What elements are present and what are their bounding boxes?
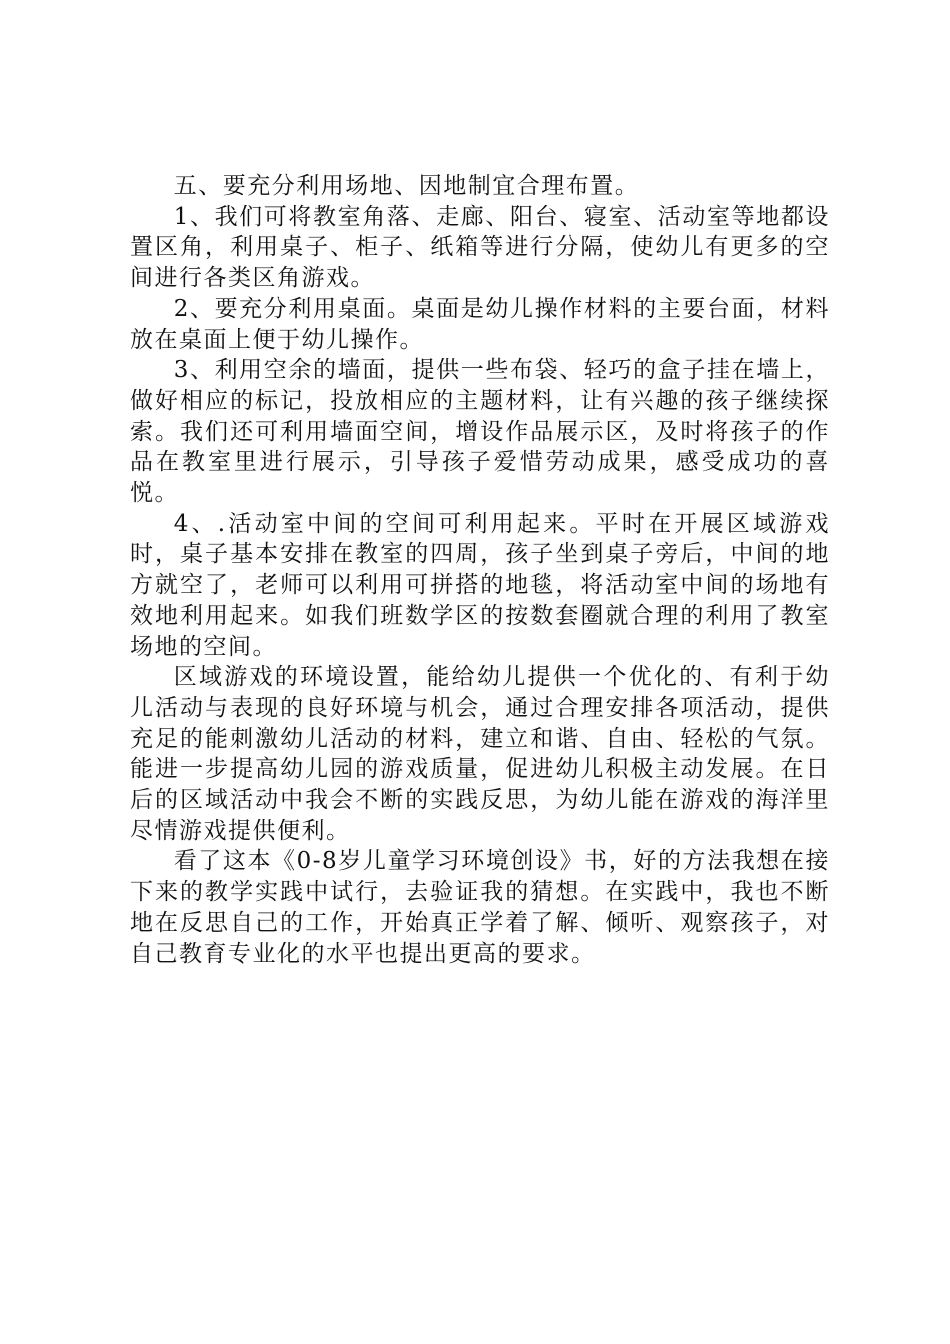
paragraph-reflection: 看了这本《0-8岁儿童学习环境创设》书，好的方法我想在接下来的教学实践中试行，去验证我的猜想。在实践中，我也不断地在反思自己的工作，开始真正学着了解、倾听、观察孩子，对自己教育专业化的水平也提出更高的要求。 [130, 848, 830, 967]
paragraph-section-heading: 五、要充分利用场地、因地制宜合理布置。 [173, 173, 640, 199]
paragraph-item-2: 2、要充分利用桌面。桌面是幼儿操作材料的主要台面，材料放在桌面上便于幼儿操作。 [130, 295, 830, 353]
paragraph-item-3: 3、利用空余的墙面，提供一些布袋、轻巧的盒子挂在墙上，做好相应的标记，投放相应的主题材料，让有兴趣的孩子继续探索。我们还可利用墙面空间，增设作品展示区，及时将孩子的作品在教室里进行展示，引导孩子爱惜劳动成果，感受成功的喜悦。 [130, 357, 830, 507]
paragraph-item-4: 4、.活动室中间的空间可利用起来。平时在开展区域游戏时，桌子基本安排在教室的四周，孩子坐到桌子旁后，中间的地方就空了，老师可以利用可拼搭的地毯，将活动室中间的场地有效地利用起来。如我们班数学区的按数套圈就合理的利用了教室场地的空间。 [130, 510, 830, 660]
paragraph-summary: 区域游戏的环境设置，能给幼儿提供一个优化的、有利于幼儿活动与表现的良好环境与机会，通过合理安排各项活动，提供充足的能刺激幼儿活动的材料，建立和谐、自由、轻松的气氛。能进一步提高幼儿园的游戏质量，促进幼儿积极主动发展。在日后的区域活动中我会不断的实践反思，为幼儿能在游戏的海洋里尽情游戏提供便利。 [130, 664, 830, 844]
document-body [130, 171, 830, 969]
paragraph-item-1: 1、我们可将教室角落、走廊、阳台、寝室、活动室等地都设置区角，利用桌子、柜子、纸箱等进行分隔，使幼儿有更多的空间进行各类区角游戏。 [130, 203, 830, 292]
